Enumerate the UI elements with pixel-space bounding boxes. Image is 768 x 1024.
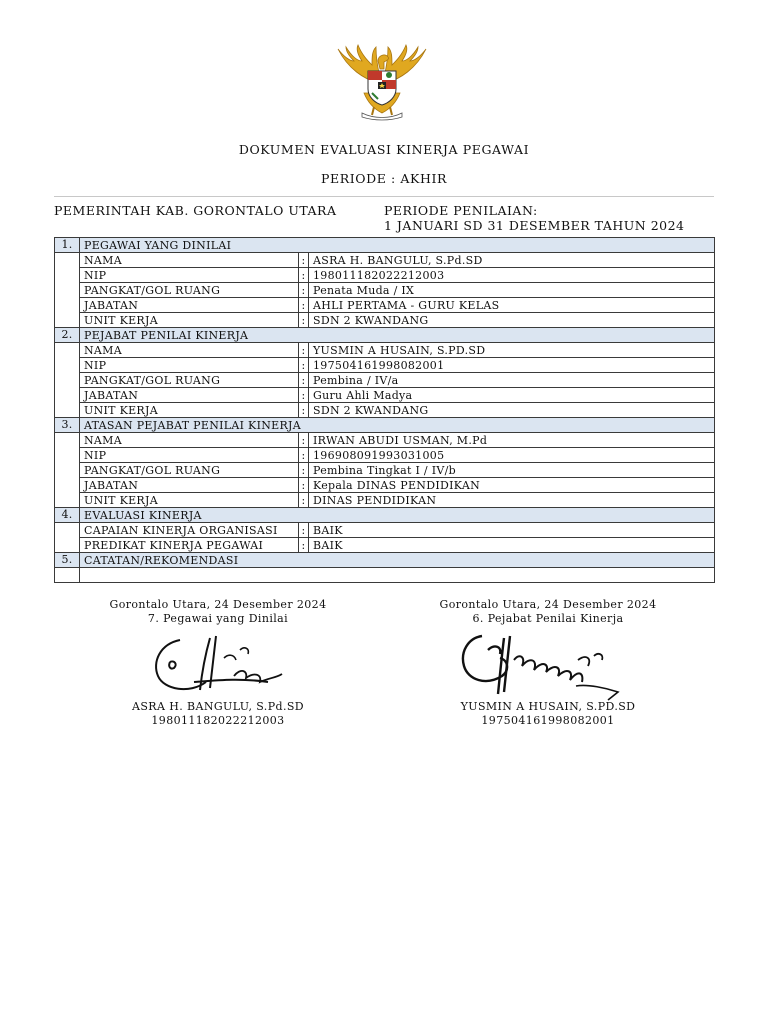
field-label: NAMA xyxy=(80,433,299,448)
signature-block-right-name xyxy=(418,700,678,728)
document-title: DOKUMEN EVALUASI KINERJA PEGAWAI xyxy=(238,142,530,157)
field-label: PREDIKAT KINERJA PEGAWAI xyxy=(80,538,299,553)
table-row xyxy=(55,283,715,298)
field-value: 196908091993031005 xyxy=(309,448,715,463)
table-row xyxy=(55,388,715,403)
signature-place-date: Gorontalo Utara, 24 Desember 2024 xyxy=(439,598,657,611)
field-label: NIP xyxy=(80,268,299,283)
table-row xyxy=(55,268,715,283)
colon: : xyxy=(299,433,309,448)
field-value: BAIK xyxy=(309,538,715,553)
colon: : xyxy=(299,403,309,418)
field-value: 198011182022212003 xyxy=(309,268,715,283)
colon: : xyxy=(299,448,309,463)
periode-penilaian xyxy=(384,203,685,233)
signature-right-image xyxy=(458,630,628,702)
field-value: AHLI PERTAMA - GURU KELAS xyxy=(309,298,715,313)
section-title: PEGAWAI YANG DINILAI xyxy=(80,238,715,253)
colon: : xyxy=(299,268,309,283)
notes-row xyxy=(55,568,715,583)
periode-penilaian-value: 1 JANUARI SD 31 DESEMBER TAHUN 2024 xyxy=(384,218,685,233)
colon: : xyxy=(299,283,309,298)
field-label: NAMA xyxy=(80,343,299,358)
colon: : xyxy=(299,388,309,403)
section-header-row xyxy=(55,553,715,568)
field-value: BAIK xyxy=(309,523,715,538)
signature-role: 7. Pegawai yang Dinilai xyxy=(147,612,289,625)
table-row xyxy=(55,493,715,508)
field-value: IRWAN ABUDI USMAN, M.Pd xyxy=(309,433,715,448)
signer-nip: 197504161998082001 xyxy=(481,714,615,727)
section-header-row xyxy=(55,508,715,523)
section-title: PEJABAT PENILAI KINERJA xyxy=(80,328,715,343)
signature-block-left-name xyxy=(88,700,348,728)
signer-name: ASRA H. BANGULU, S.Pd.SD xyxy=(132,700,304,713)
table-row xyxy=(55,538,715,553)
section-number: 2. xyxy=(55,328,80,343)
field-value: SDN 2 KWANDANG xyxy=(309,313,715,328)
signature-block-right xyxy=(418,598,678,626)
field-value: Penata Muda / IX xyxy=(309,283,715,298)
colon: : xyxy=(299,358,309,373)
field-value: DINAS PENDIDIKAN xyxy=(309,493,715,508)
section-title: ATASAN PEJABAT PENILAI KINERJA xyxy=(80,418,715,433)
table-row xyxy=(55,313,715,328)
table-row xyxy=(55,523,715,538)
field-label: PANGKAT/GOL RUANG xyxy=(80,463,299,478)
colon: : xyxy=(299,343,309,358)
field-value: Kepala DINAS PENDIDIKAN xyxy=(309,478,715,493)
table-row xyxy=(55,373,715,388)
colon: : xyxy=(299,538,309,553)
field-value: ASRA H. BANGULU, S.Pd.SD xyxy=(309,253,715,268)
colon: : xyxy=(299,313,309,328)
table-row xyxy=(55,358,715,373)
colon: : xyxy=(299,493,309,508)
table-row xyxy=(55,298,715,313)
table-row xyxy=(55,343,715,358)
table-row xyxy=(55,478,715,493)
section-number: 3. xyxy=(55,418,80,433)
colon: : xyxy=(299,253,309,268)
section-number: 5. xyxy=(55,553,80,568)
signer-name: YUSMIN A HUSAIN, S.PD.SD xyxy=(460,700,636,713)
field-label: JABATAN xyxy=(80,478,299,493)
colon: : xyxy=(299,478,309,493)
signature-place-date: Gorontalo Utara, 24 Desember 2024 xyxy=(109,598,327,611)
field-label: UNIT KERJA xyxy=(80,313,299,328)
section-number: 1. xyxy=(55,238,80,253)
field-label: NIP xyxy=(80,358,299,373)
signer-nip: 198011182022212003 xyxy=(151,714,285,727)
table-row xyxy=(55,463,715,478)
field-value: Pembina / IV/a xyxy=(309,373,715,388)
signature-left-image xyxy=(150,632,300,698)
periode-label: PERIODE : AKHIR xyxy=(320,171,448,186)
field-label: UNIT KERJA xyxy=(80,493,299,508)
government-name: PEMERINTAH KAB. GORONTALO UTARA xyxy=(54,203,337,218)
field-label: CAPAIAN KINERJA ORGANISASI xyxy=(80,523,299,538)
field-value: YUSMIN A HUSAIN, S.PD.SD xyxy=(309,343,715,358)
table-row xyxy=(55,448,715,463)
field-value: 197504161998082001 xyxy=(309,358,715,373)
notes-cell xyxy=(80,568,715,583)
colon: : xyxy=(299,373,309,388)
field-label: PANGKAT/GOL RUANG xyxy=(80,283,299,298)
table-row xyxy=(55,253,715,268)
field-label: JABATAN xyxy=(80,298,299,313)
section-title: CATATAN/REKOMENDASI xyxy=(80,553,715,568)
section-header-row xyxy=(55,418,715,433)
colon: : xyxy=(299,463,309,478)
periode-penilaian-label: PERIODE PENILAIAN: xyxy=(384,203,538,218)
field-value: SDN 2 KWANDANG xyxy=(309,403,715,418)
field-value: Pembina Tingkat I / IV/b xyxy=(309,463,715,478)
evaluation-table xyxy=(54,237,715,583)
garuda-emblem xyxy=(334,43,430,121)
section-title: EVALUASI KINERJA xyxy=(80,508,715,523)
table-row xyxy=(55,403,715,418)
colon: : xyxy=(299,298,309,313)
field-label: NIP xyxy=(80,448,299,463)
field-label: PANGKAT/GOL RUANG xyxy=(80,373,299,388)
field-label: NAMA xyxy=(80,253,299,268)
divider xyxy=(54,196,714,197)
field-label: UNIT KERJA xyxy=(80,403,299,418)
field-value: Guru Ahli Madya xyxy=(309,388,715,403)
table-row xyxy=(55,433,715,448)
field-label: JABATAN xyxy=(80,388,299,403)
section-header-row xyxy=(55,328,715,343)
signature-block-left xyxy=(88,598,348,626)
section-number: 4. xyxy=(55,508,80,523)
signature-role: 6. Pejabat Penilai Kinerja xyxy=(472,612,624,625)
colon: : xyxy=(299,523,309,538)
section-header-row xyxy=(55,238,715,253)
